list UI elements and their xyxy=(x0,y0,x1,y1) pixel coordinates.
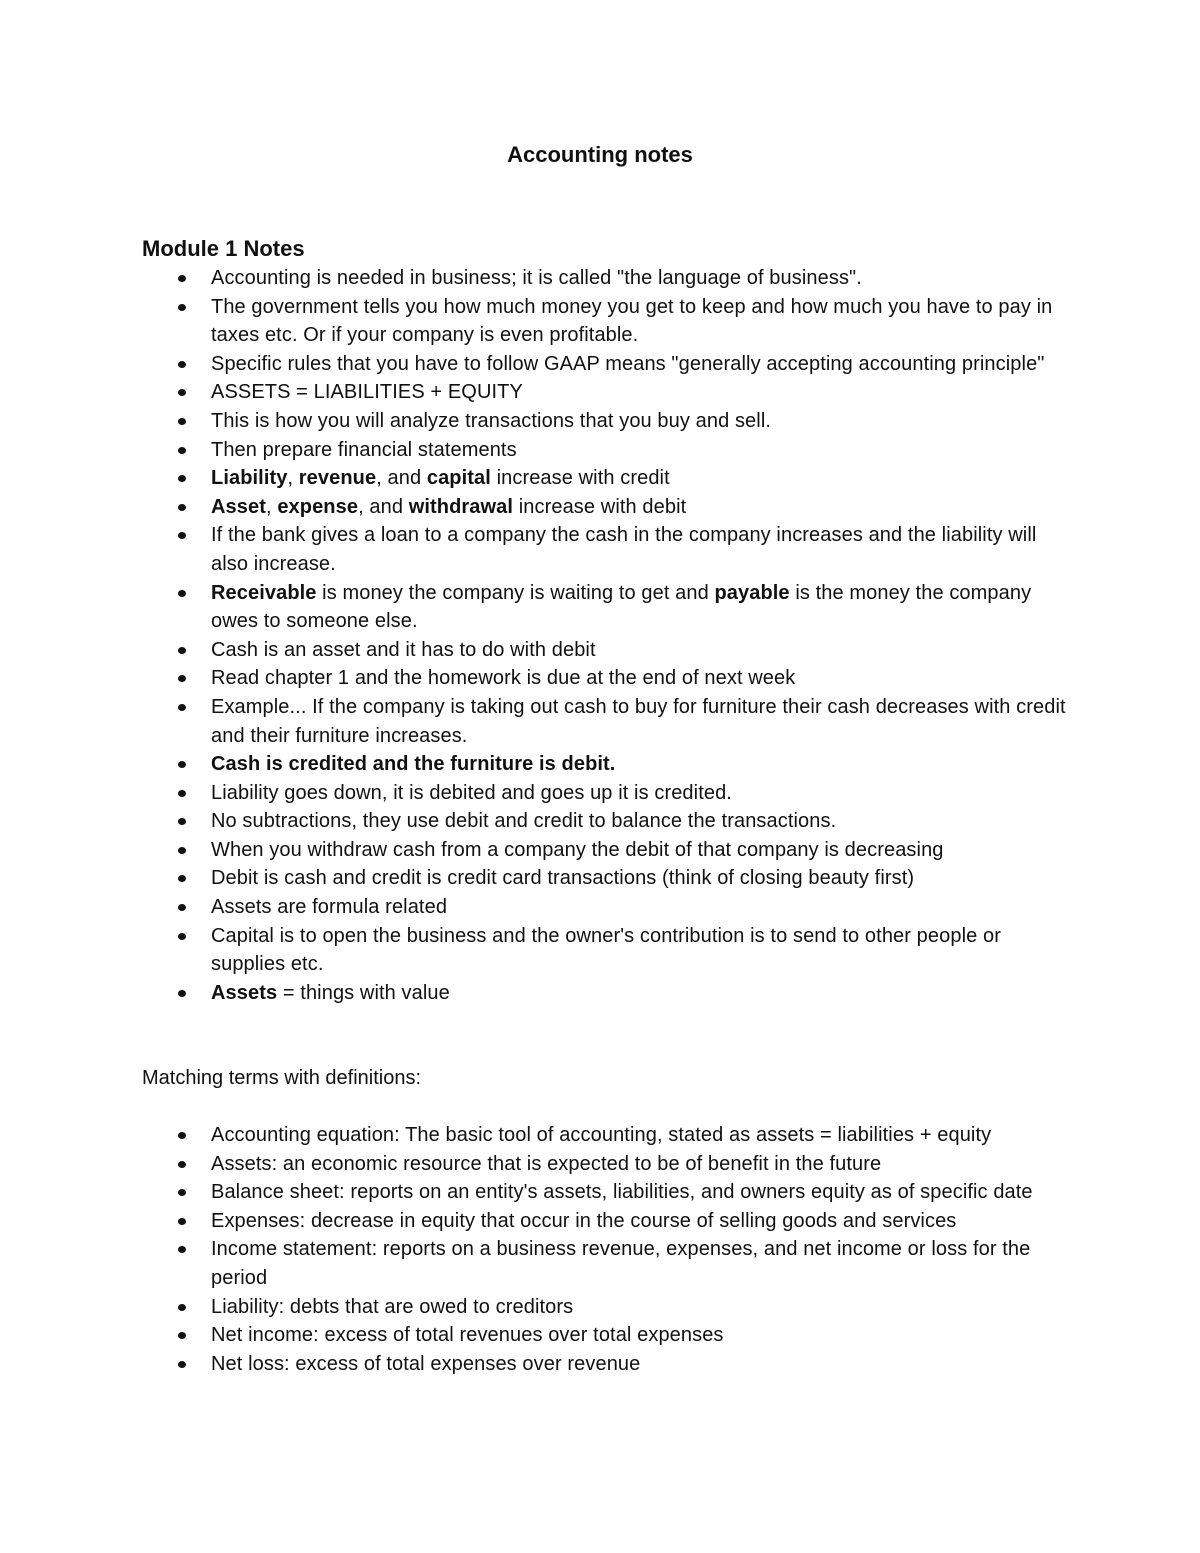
list-item xyxy=(142,922,1072,979)
text-run: is the money the company owes to someone else. xyxy=(211,581,1032,633)
bold-text-run: Receivable xyxy=(211,581,317,604)
text-run: This is how you will analyze transactions that you buy and sell. xyxy=(211,409,772,432)
bold-text-run: withdrawal xyxy=(408,495,514,518)
text-run: Assets are formula related xyxy=(211,896,448,919)
bullet-dot-icon xyxy=(178,475,186,482)
list-item xyxy=(142,407,1072,436)
text-run: , and xyxy=(358,495,409,518)
list-item xyxy=(142,350,1072,379)
text-run: No subtractions, they use debit and credit to balance the transactions. xyxy=(211,810,837,833)
text-run: increase with credit xyxy=(490,467,670,490)
list-item xyxy=(142,664,1072,693)
list-item xyxy=(142,293,1072,350)
text-run: Liability goes down, it is debited and goes up it is credited. xyxy=(211,781,732,804)
bullet-dot-icon xyxy=(178,933,186,940)
list-item xyxy=(142,864,1072,893)
bullet-dot-icon xyxy=(178,790,186,797)
bullet-dot-icon xyxy=(178,647,186,654)
bold-text-run: Liability xyxy=(211,467,288,490)
bullet-dot-icon xyxy=(178,1161,186,1168)
bullet-dot-icon xyxy=(178,1332,186,1339)
bold-text-run: Asset xyxy=(211,495,266,518)
text-run: Net loss: excess of total expenses over revenue xyxy=(211,1352,641,1375)
module-notes-list xyxy=(142,264,1072,1007)
bullet-dot-icon xyxy=(178,818,186,825)
text-run: If the bank gives a loan to a company the cash in the company increases and the liability will also increase. xyxy=(211,524,1037,575)
text-run: Liability: debts that are owed to creditors xyxy=(211,1295,574,1318)
matching-intro: Matching terms with definitions: xyxy=(142,1067,422,1089)
bullet-dot-icon xyxy=(178,1132,186,1139)
list-item xyxy=(142,436,1072,465)
list-item xyxy=(142,836,1072,865)
list-item xyxy=(142,1235,1072,1292)
list-item xyxy=(142,979,1072,1008)
bullet-dot-icon xyxy=(178,504,186,511)
text-run: Net income: excess of total revenues over total expenses xyxy=(211,1324,724,1347)
bold-text-run: capital xyxy=(426,467,491,490)
bullet-dot-icon xyxy=(178,1189,186,1196)
list-item xyxy=(142,636,1072,665)
bullet-dot-icon xyxy=(178,675,186,682)
text-run: , xyxy=(287,467,299,490)
text-run: Assets: an economic resource that is expected to be of benefit in the future xyxy=(211,1152,882,1175)
text-run: = things with value xyxy=(277,981,450,1004)
bold-text-run: expense xyxy=(277,495,359,518)
text-run: Income statement: reports on a business revenue, expenses, and net income or loss for the period xyxy=(211,1238,1031,1289)
list-item xyxy=(142,264,1072,293)
list-item xyxy=(142,493,1072,522)
bullet-dot-icon xyxy=(178,447,186,454)
text-run: Capital is to open the business and the owner's contribution is to send to other people or supplies etc. xyxy=(211,924,1001,976)
list-item xyxy=(142,521,1072,578)
text-run: When you withdraw cash from a company the debit of that company is decreasing xyxy=(211,838,944,861)
matching-terms-list xyxy=(142,1121,1072,1378)
text-run: Read chapter 1 and the homework is due at the end of next week xyxy=(211,667,796,690)
section-heading: Module 1 Notes xyxy=(142,236,305,261)
list-item xyxy=(142,1321,1072,1350)
bullet-dot-icon xyxy=(178,847,186,854)
bullet-dot-icon xyxy=(178,590,186,597)
bullet-dot-icon xyxy=(178,418,186,425)
bullet-dot-icon xyxy=(178,1218,186,1225)
list-item xyxy=(142,464,1072,493)
text-run: Accounting is needed in business; it is called "the language of business". xyxy=(211,267,862,289)
list-item xyxy=(142,579,1072,636)
bullet-dot-icon xyxy=(178,532,186,539)
list-item xyxy=(142,378,1072,407)
bullet-dot-icon xyxy=(178,275,186,282)
bullet-dot-icon xyxy=(178,704,186,711)
list-item xyxy=(142,750,1072,779)
text-run: Balance sheet: reports on an entity's assets, liabilities, and owners equity as of specific date xyxy=(211,1181,1033,1204)
bold-text-run: revenue xyxy=(298,467,377,490)
bullet-dot-icon xyxy=(178,990,186,997)
bullet-dot-icon xyxy=(178,761,186,768)
bullet-dot-icon xyxy=(178,304,186,311)
bold-text-run: Assets xyxy=(211,981,278,1004)
text-run: ASSETS = LIABILITIES + EQUITY xyxy=(211,381,523,404)
text-run: Specific rules that you have to follow GAAP means "generally accepting accounting principle" xyxy=(211,352,1045,375)
text-run: Example... If the company is taking out cash to buy for furniture their cash decreases with credit and their furniture increases. xyxy=(211,695,1066,747)
text-run: The government tells you how much money you get to keep and how much you have to pay in taxes etc. Or if your company is even profitable. xyxy=(211,295,1053,347)
list-item xyxy=(142,1350,1072,1379)
document-title: Accounting notes xyxy=(507,142,693,167)
bold-text-run: Cash is credited and the furniture is debit. xyxy=(211,753,616,776)
bullet-dot-icon xyxy=(178,1246,186,1253)
list-item xyxy=(142,693,1072,750)
list-item xyxy=(142,1293,1072,1322)
bullet-dot-icon xyxy=(178,361,186,368)
bullet-dot-icon xyxy=(178,389,186,396)
list-item xyxy=(142,1207,1072,1236)
text-run: is money the company is waiting to get and xyxy=(316,581,715,604)
list-item xyxy=(142,893,1072,922)
list-item xyxy=(142,1150,1072,1179)
list-item xyxy=(142,1178,1072,1207)
text-run: , and xyxy=(376,467,427,490)
text-run: Accounting equation: The basic tool of accounting, stated as assets = liabilities + equity xyxy=(211,1124,992,1146)
bullet-dot-icon xyxy=(178,1304,186,1311)
list-item xyxy=(142,807,1072,836)
text-run: Debit is cash and credit is credit card transactions (think of closing beauty first) xyxy=(211,867,915,890)
text-run: Expenses: decrease in equity that occur in the course of selling goods and services xyxy=(211,1209,957,1232)
bullet-dot-icon xyxy=(178,1361,186,1368)
bold-text-run: payable xyxy=(714,581,790,604)
bullet-dot-icon xyxy=(178,875,186,882)
list-item xyxy=(142,779,1072,808)
bullet-dot-icon xyxy=(178,904,186,911)
text-run: , xyxy=(265,495,278,518)
text-run: Cash is an asset and it has to do with debit xyxy=(211,638,596,661)
text-run: increase with debit xyxy=(513,495,687,518)
list-item xyxy=(142,1121,1072,1150)
text-run: Then prepare financial statements xyxy=(211,438,517,461)
